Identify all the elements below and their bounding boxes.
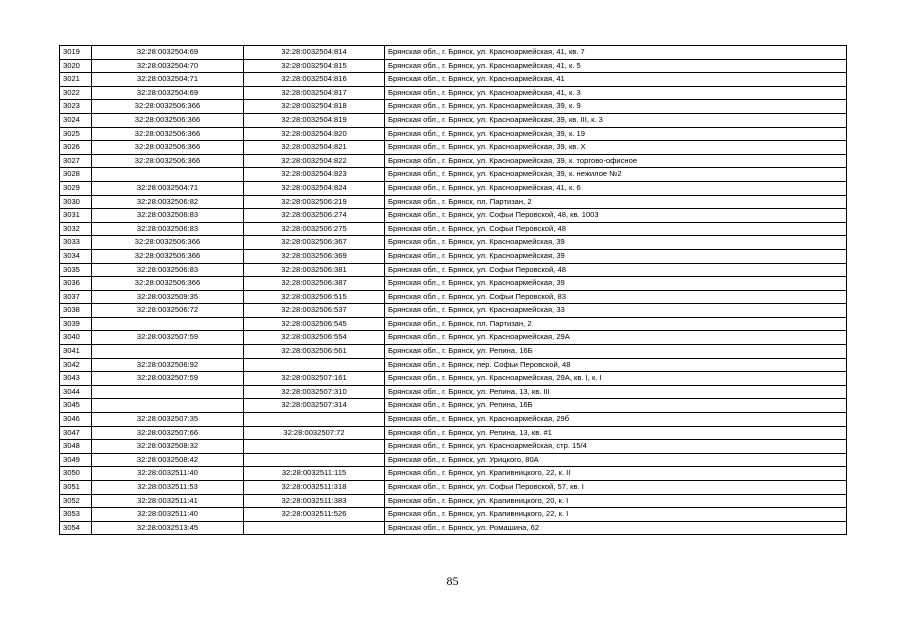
address-cell: Брянская обл., г. Брянск, ул. Красноармейская, 39, к. 19 [385, 127, 847, 141]
address-cell: Брянская обл., г. Брянск, ул. Красноармейская, 39, к. торгово-офисное [385, 154, 847, 168]
parcel-number-cell: 32:28:0032511:40 [92, 467, 244, 481]
row-number-cell: 3034 [60, 249, 92, 263]
object-number-cell: 32:28:0032506:387 [244, 277, 385, 291]
object-number-cell: 32:28:0032504:819 [244, 113, 385, 127]
table-row [60, 277, 847, 291]
parcel-number-cell: 32:28:0032507:59 [92, 372, 244, 386]
address-cell: Брянская обл., г. Брянск, ул. Красноармейская, 41, кв. 7 [385, 46, 847, 60]
parcel-number-cell: 32:28:0032506:72 [92, 304, 244, 318]
address-cell: Брянская обл., г. Брянск, ул. Репина, 13, кв. III [385, 385, 847, 399]
object-number-cell [244, 521, 385, 535]
table-row [60, 440, 847, 454]
table-row [60, 467, 847, 481]
row-number-cell: 3040 [60, 331, 92, 345]
object-number-cell: 32:28:0032507:310 [244, 385, 385, 399]
row-number-cell: 3022 [60, 86, 92, 100]
row-number-cell: 3045 [60, 399, 92, 413]
row-number-cell: 3038 [60, 304, 92, 318]
table-body [60, 46, 847, 535]
object-number-cell: 32:28:0032507:72 [244, 426, 385, 440]
parcel-number-cell: 32:28:0032507:59 [92, 331, 244, 345]
row-number-cell: 3031 [60, 209, 92, 223]
row-number-cell: 3054 [60, 521, 92, 535]
address-cell: Брянская обл., г. Брянск, ул. Красноармейская, стр. 15/4 [385, 440, 847, 454]
address-cell: Брянская обл., г. Брянск, ул. Красноармейская, 41, к. 3 [385, 86, 847, 100]
table-row [60, 481, 847, 495]
parcel-number-cell [92, 345, 244, 359]
object-number-cell: 32:28:0032504:815 [244, 59, 385, 73]
row-number-cell: 3046 [60, 413, 92, 427]
address-cell: Брянская обл., г. Брянск, ул. Красноармейская, 33 [385, 304, 847, 318]
row-number-cell: 3033 [60, 236, 92, 250]
parcel-number-cell: 32:28:0032506:366 [92, 141, 244, 155]
address-cell: Брянская обл., г. Брянск, пл. Партизан, 2 [385, 317, 847, 331]
address-cell: Брянская обл., г. Брянск, ул. Софьи Перовской, 83 [385, 290, 847, 304]
row-number-cell: 3019 [60, 46, 92, 60]
address-cell: Брянская обл., г. Брянск, ул. Красноармейская, 29б [385, 413, 847, 427]
object-number-cell: 32:28:0032511:115 [244, 467, 385, 481]
object-number-cell: 32:28:0032504:822 [244, 154, 385, 168]
parcel-number-cell: 32:28:0032506:366 [92, 113, 244, 127]
object-number-cell: 32:28:0032506:274 [244, 209, 385, 223]
table-row [60, 86, 847, 100]
table-row [60, 154, 847, 168]
table-row [60, 127, 847, 141]
parcel-number-cell: 32:28:0032506:83 [92, 263, 244, 277]
parcel-number-cell: 32:28:0032508:42 [92, 453, 244, 467]
parcel-number-cell: 32:28:0032506:92 [92, 358, 244, 372]
address-cell: Брянская обл., г. Брянск, ул. Крапивницкого, 20, к. I [385, 494, 847, 508]
table-row [60, 59, 847, 73]
address-cell: Брянская обл., г. Брянск, пер. Софьи Перовской, 48 [385, 358, 847, 372]
parcel-number-cell: 32:28:0032506:366 [92, 100, 244, 114]
object-number-cell: 32:28:0032506:369 [244, 249, 385, 263]
object-number-cell: 32:28:0032504:820 [244, 127, 385, 141]
table-row [60, 317, 847, 331]
table-row [60, 290, 847, 304]
table-row [60, 494, 847, 508]
address-cell: Брянская обл., г. Брянск, ул. Красноармейская, 39, к. нежилое №2 [385, 168, 847, 182]
page-number: 85 [446, 574, 459, 588]
row-number-cell: 3051 [60, 481, 92, 495]
parcel-number-cell [92, 399, 244, 413]
address-cell: Брянская обл., г. Брянск, ул. Красноармейская, 39 [385, 249, 847, 263]
object-number-cell: 32:28:0032504:817 [244, 86, 385, 100]
row-number-cell: 3020 [60, 59, 92, 73]
object-number-cell [244, 413, 385, 427]
address-cell: Брянская обл., г. Брянск, ул. Софьи Перовской, 48, кв. 1003 [385, 209, 847, 223]
object-number-cell: 32:28:0032504:816 [244, 73, 385, 87]
object-number-cell: 32:28:0032507:314 [244, 399, 385, 413]
address-cell: Брянская обл., г. Брянск, ул. Репина, 13, кв. #1 [385, 426, 847, 440]
parcel-number-cell: 32:28:0032504:71 [92, 181, 244, 195]
object-number-cell: 32:28:0032511:383 [244, 494, 385, 508]
parcel-number-cell: 32:28:0032504:69 [92, 86, 244, 100]
object-number-cell: 32:28:0032506:537 [244, 304, 385, 318]
table-row [60, 249, 847, 263]
table-row [60, 168, 847, 182]
row-number-cell: 3042 [60, 358, 92, 372]
table-row [60, 426, 847, 440]
parcel-number-cell: 32:28:0032506:83 [92, 209, 244, 223]
parcel-number-cell: 32:28:0032506:366 [92, 127, 244, 141]
row-number-cell: 3041 [60, 345, 92, 359]
row-number-cell: 3048 [60, 440, 92, 454]
parcel-number-cell: 32:28:0032504:71 [92, 73, 244, 87]
address-cell: Брянская обл., г. Брянск, ул. Красноармейская, 41 [385, 73, 847, 87]
table-row [60, 521, 847, 535]
object-number-cell: 32:28:0032511:318 [244, 481, 385, 495]
table-row [60, 263, 847, 277]
object-number-cell: 32:28:0032504:818 [244, 100, 385, 114]
row-number-cell: 3023 [60, 100, 92, 114]
parcel-number-cell [92, 317, 244, 331]
address-cell: Брянская обл., г. Брянск, ул. Ромашина, 62 [385, 521, 847, 535]
object-number-cell: 32:28:0032504:821 [244, 141, 385, 155]
address-cell: Брянская обл., г. Брянск, ул. Красноармейская, 39 [385, 277, 847, 291]
object-number-cell: 32:28:0032504:823 [244, 168, 385, 182]
address-cell: Брянская обл., г. Брянск, ул. Красноармейская, 39 [385, 236, 847, 250]
row-number-cell: 3050 [60, 467, 92, 481]
table-row [60, 195, 847, 209]
parcel-number-cell: 32:28:0032507:35 [92, 413, 244, 427]
address-cell: Брянская обл., г. Брянск, ул. Красноармейская, 39, кв. III, к. 3 [385, 113, 847, 127]
table-row [60, 100, 847, 114]
row-number-cell: 3029 [60, 181, 92, 195]
row-number-cell: 3036 [60, 277, 92, 291]
row-number-cell: 3024 [60, 113, 92, 127]
parcel-number-cell: 32:28:0032513:45 [92, 521, 244, 535]
table-row [60, 304, 847, 318]
table-row [60, 413, 847, 427]
parcel-number-cell: 32:28:0032511:41 [92, 494, 244, 508]
address-cell: Брянская обл., г. Брянск, ул. Крапивницкого, 22, к. I [385, 508, 847, 522]
object-number-cell: 32:28:0032506:561 [244, 345, 385, 359]
object-number-cell [244, 358, 385, 372]
parcel-number-cell: 32:28:0032506:366 [92, 154, 244, 168]
parcel-number-cell: 32:28:0032506:366 [92, 249, 244, 263]
table-row [60, 209, 847, 223]
object-number-cell: 32:28:0032504:824 [244, 181, 385, 195]
table-row [60, 73, 847, 87]
object-number-cell: 32:28:0032506:515 [244, 290, 385, 304]
table-row [60, 453, 847, 467]
row-number-cell: 3044 [60, 385, 92, 399]
table-row [60, 181, 847, 195]
row-number-cell: 3035 [60, 263, 92, 277]
object-number-cell: 32:28:0032506:554 [244, 331, 385, 345]
parcel-number-cell: 32:28:0032511:40 [92, 508, 244, 522]
address-cell: Брянская обл., г. Брянск, пл. Партизан, 2 [385, 195, 847, 209]
object-number-cell: 32:28:0032507:161 [244, 372, 385, 386]
parcel-number-cell [92, 168, 244, 182]
parcel-number-cell [92, 385, 244, 399]
table-row [60, 345, 847, 359]
address-cell: Брянская обл., г. Брянск, ул. Софьи Перовской, 48 [385, 263, 847, 277]
address-cell: Брянская обл., г. Брянск, ул. Репина, 16Б [385, 345, 847, 359]
table-row [60, 358, 847, 372]
row-number-cell: 3037 [60, 290, 92, 304]
parcel-number-cell: 32:28:0032506:83 [92, 222, 244, 236]
parcel-number-cell: 32:28:0032504:69 [92, 46, 244, 60]
table-row [60, 141, 847, 155]
parcel-number-cell: 32:28:0032506:366 [92, 277, 244, 291]
row-number-cell: 3043 [60, 372, 92, 386]
table-row [60, 399, 847, 413]
table-row [60, 372, 847, 386]
cadastral-table [59, 45, 847, 535]
parcel-number-cell: 32:28:0032511:53 [92, 481, 244, 495]
row-number-cell: 3027 [60, 154, 92, 168]
object-number-cell: 32:28:0032506:545 [244, 317, 385, 331]
object-number-cell: 32:28:0032506:219 [244, 195, 385, 209]
table-row [60, 222, 847, 236]
object-number-cell: 32:28:0032506:367 [244, 236, 385, 250]
address-cell: Брянская обл., г. Брянск, ул. Крапивницкого, 22, к. II [385, 467, 847, 481]
address-cell: Брянская обл., г. Брянск, ул. Урицкого, 80А [385, 453, 847, 467]
address-cell: Брянская обл., г. Брянск, ул. Красноармейская, 39, к. 9 [385, 100, 847, 114]
row-number-cell: 3047 [60, 426, 92, 440]
parcel-number-cell: 32:28:0032507:66 [92, 426, 244, 440]
parcel-number-cell: 32:28:0032509:35 [92, 290, 244, 304]
address-cell: Брянская обл., г. Брянск, ул. Красноармейская, 41, к. 5 [385, 59, 847, 73]
table-row [60, 46, 847, 60]
parcel-number-cell: 32:28:0032506:366 [92, 236, 244, 250]
address-cell: Брянская обл., г. Брянск, ул. Красноармейская, 29А, кв. I, к. I [385, 372, 847, 386]
row-number-cell: 3049 [60, 453, 92, 467]
parcel-number-cell: 32:28:0032508:32 [92, 440, 244, 454]
row-number-cell: 3025 [60, 127, 92, 141]
row-number-cell: 3039 [60, 317, 92, 331]
object-number-cell [244, 440, 385, 454]
address-cell: Брянская обл., г. Брянск, ул. Красноармейская, 39, кв. X [385, 141, 847, 155]
row-number-cell: 3052 [60, 494, 92, 508]
address-cell: Брянская обл., г. Брянск, ул. Репина, 16Б [385, 399, 847, 413]
table-row [60, 331, 847, 345]
row-number-cell: 3030 [60, 195, 92, 209]
row-number-cell: 3026 [60, 141, 92, 155]
object-number-cell: 32:28:0032511:526 [244, 508, 385, 522]
address-cell: Брянская обл., г. Брянск, ул. Софьи Перовской, 48 [385, 222, 847, 236]
object-number-cell: 32:28:0032506:275 [244, 222, 385, 236]
parcel-number-cell: 32:28:0032504:70 [92, 59, 244, 73]
address-cell: Брянская обл., г. Брянск, ул. Софьи Перовской, 57, кв. I [385, 481, 847, 495]
row-number-cell: 3028 [60, 168, 92, 182]
row-number-cell: 3021 [60, 73, 92, 87]
address-cell: Брянская обл., г. Брянск, ул. Красноармейская, 41, к. 6 [385, 181, 847, 195]
object-number-cell [244, 453, 385, 467]
table-row [60, 236, 847, 250]
parcel-number-cell: 32:28:0032506:82 [92, 195, 244, 209]
object-number-cell: 32:28:0032504:814 [244, 46, 385, 60]
row-number-cell: 3032 [60, 222, 92, 236]
object-number-cell: 32:28:0032506:381 [244, 263, 385, 277]
address-cell: Брянская обл., г. Брянск, ул. Красноармейская, 29А [385, 331, 847, 345]
table-row [60, 508, 847, 522]
table-row [60, 385, 847, 399]
row-number-cell: 3053 [60, 508, 92, 522]
table-row [60, 113, 847, 127]
